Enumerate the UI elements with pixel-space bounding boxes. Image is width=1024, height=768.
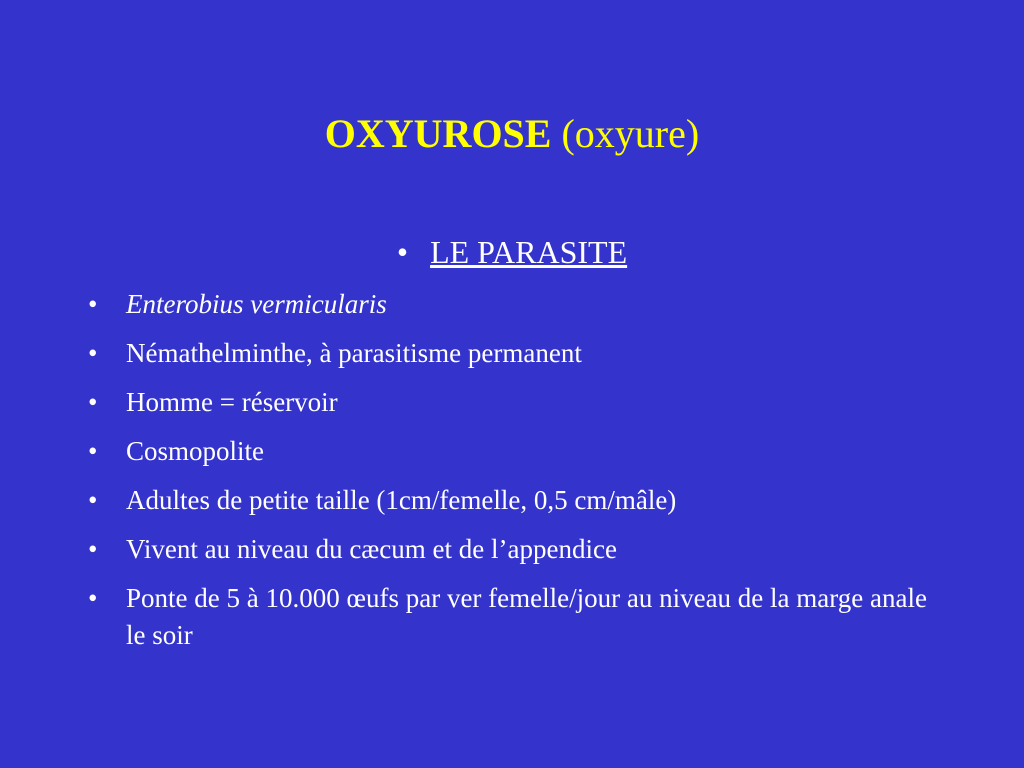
list-item-text: Cosmopolite xyxy=(126,436,265,466)
list-item xyxy=(88,482,948,519)
bullet-icon: • xyxy=(88,387,98,417)
section-heading-text: LE PARASITE xyxy=(430,234,628,270)
bullet-icon: • xyxy=(88,338,98,368)
list-item xyxy=(88,433,948,470)
list-item-text: Némathelminthe, à parasitisme permanent xyxy=(126,338,582,368)
list-item-text: Ponte de 5 à 10.000 œufs par ver femelle/jour au niveau de la marge anale le soir xyxy=(126,583,927,650)
list-item xyxy=(88,286,948,323)
title-sub: (oxyure) xyxy=(561,111,700,156)
bullet-icon: • xyxy=(88,289,98,319)
bullet-icon: • xyxy=(88,583,98,613)
list-item xyxy=(88,384,948,421)
list-item-text: Homme = réservoir xyxy=(126,387,338,417)
list-item-text: Enterobius vermicularis xyxy=(126,289,387,319)
bullet-list xyxy=(88,286,948,666)
bullet-icon: • xyxy=(88,485,98,515)
list-item xyxy=(88,335,948,372)
bullet-icon: • xyxy=(88,436,98,466)
bullet-icon: • xyxy=(396,234,409,270)
list-item-text: Adultes de petite taille (1cm/femelle, 0,5 cm/mâle) xyxy=(126,485,677,515)
list-item-text: Vivent au niveau du cæcum et de l’appendice xyxy=(126,534,617,564)
slide-title xyxy=(0,108,1024,160)
title-main: OXYUROSE xyxy=(324,111,552,156)
list-item xyxy=(88,531,948,568)
list-item xyxy=(88,580,948,654)
bullet-icon: • xyxy=(88,534,98,564)
section-heading xyxy=(0,230,1024,274)
